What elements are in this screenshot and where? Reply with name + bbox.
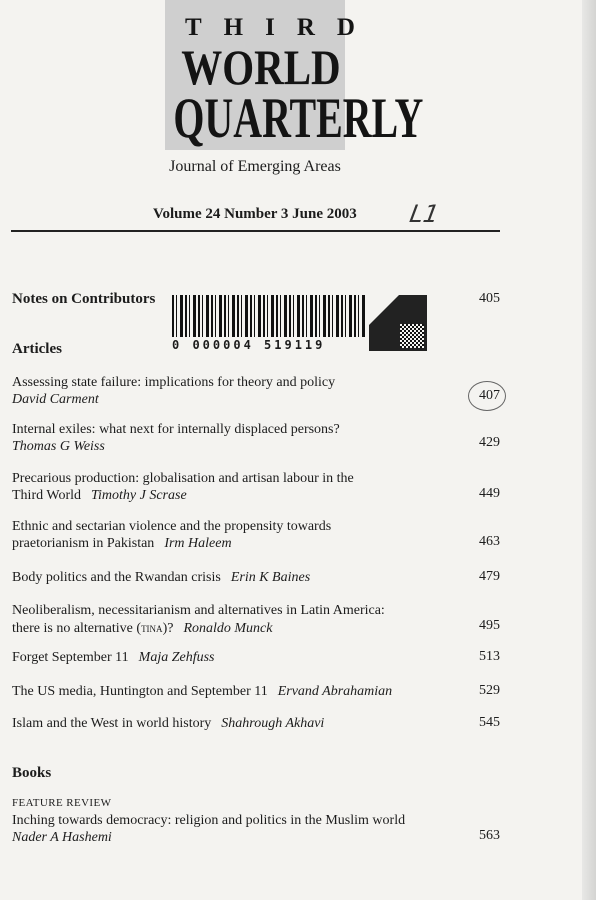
feature-entry [12, 812, 452, 846]
feature-page: 563 [479, 828, 500, 843]
article-entry [12, 649, 452, 666]
article-title: Islam and the West in world history [12, 716, 212, 731]
barcode-bars [172, 295, 366, 337]
article-title-cont: Third World [12, 488, 81, 503]
article-author: Irm Haleem [164, 536, 232, 551]
feature-author: Nader A Hashemi [12, 830, 112, 845]
page-edge [582, 0, 596, 900]
article-author: David Carment [12, 392, 99, 407]
notes-heading: Notes on Contributors [12, 291, 156, 307]
article-entry [12, 470, 452, 504]
notes-page: 405 [479, 291, 500, 306]
article-entry [12, 421, 452, 455]
article-page: 513 [479, 649, 500, 664]
masthead-world: WORLD [181, 39, 341, 95]
article-page: 463 [479, 534, 500, 549]
article-author: Maja Zehfuss [138, 650, 215, 665]
handwritten-mark: L1 [407, 200, 442, 228]
article-entry [12, 683, 452, 700]
article-entry [12, 518, 452, 552]
article-author: Ronaldo Munck [183, 621, 273, 636]
article-page: 449 [479, 486, 500, 501]
feature-title: Inching towards democracy: religion and politics in the Muslim world [12, 813, 406, 828]
article-title-cont: praetorianism in Pakistan [12, 536, 155, 551]
tina-acronym: tina [141, 620, 163, 635]
article-title: Neoliberalism, necessitarianism and alternatives in Latin America: [12, 603, 385, 618]
article-entry [12, 715, 452, 732]
barcode [172, 295, 372, 352]
volume-line: Volume 24 Number 3 June 2003 [153, 206, 357, 222]
articles-heading: Articles [12, 341, 62, 357]
barcode-digits: 0 000004 519119 [172, 338, 326, 352]
article-page: 479 [479, 569, 500, 584]
publisher-logo-icon [369, 295, 427, 351]
article-page: 529 [479, 683, 500, 698]
article-entry [12, 374, 452, 408]
journal-subtitle: Journal of Emerging Areas [169, 158, 341, 175]
article-title: Ethnic and sectarian violence and the propensity towards [12, 519, 332, 534]
article-entry [12, 602, 452, 637]
article-title: Body politics and the Rwandan crisis [12, 570, 221, 585]
article-author: Ervand Abrahamian [277, 684, 393, 699]
article-page: 495 [479, 618, 500, 633]
article-title: The US media, Huntington and September 11 [12, 684, 268, 699]
article-author: Thomas G Weiss [12, 439, 105, 454]
books-heading: Books [12, 765, 52, 781]
article-author: Shahrough Akhavi [221, 716, 325, 731]
article-title-cont: there is no alternative ( [12, 621, 142, 636]
article-page: 407 [479, 388, 500, 403]
article-page: 429 [479, 435, 500, 450]
article-title: Assessing state failure: implications for theory and policy [12, 375, 336, 390]
article-entry [12, 569, 452, 586]
article-page: 545 [479, 715, 500, 730]
article-author: Erin K Baines [230, 570, 311, 585]
article-author: Timothy J Scrase [91, 488, 187, 503]
logo-checker [400, 324, 424, 348]
article-title: Forget September 11 [12, 650, 129, 665]
article-title-cont-end: )? [162, 621, 174, 636]
article-title: Precarious production: globalisation and artisan labour in the [12, 471, 354, 486]
masthead-third: THIRD [185, 14, 377, 41]
feature-review-label: FEATURE REVIEW [12, 797, 112, 809]
header-rule [11, 230, 500, 232]
masthead-quarterly: QUARTERLY [173, 87, 424, 150]
article-title: Internal exiles: what next for internally displaced persons? [12, 422, 340, 437]
logo-triangle [369, 295, 399, 325]
